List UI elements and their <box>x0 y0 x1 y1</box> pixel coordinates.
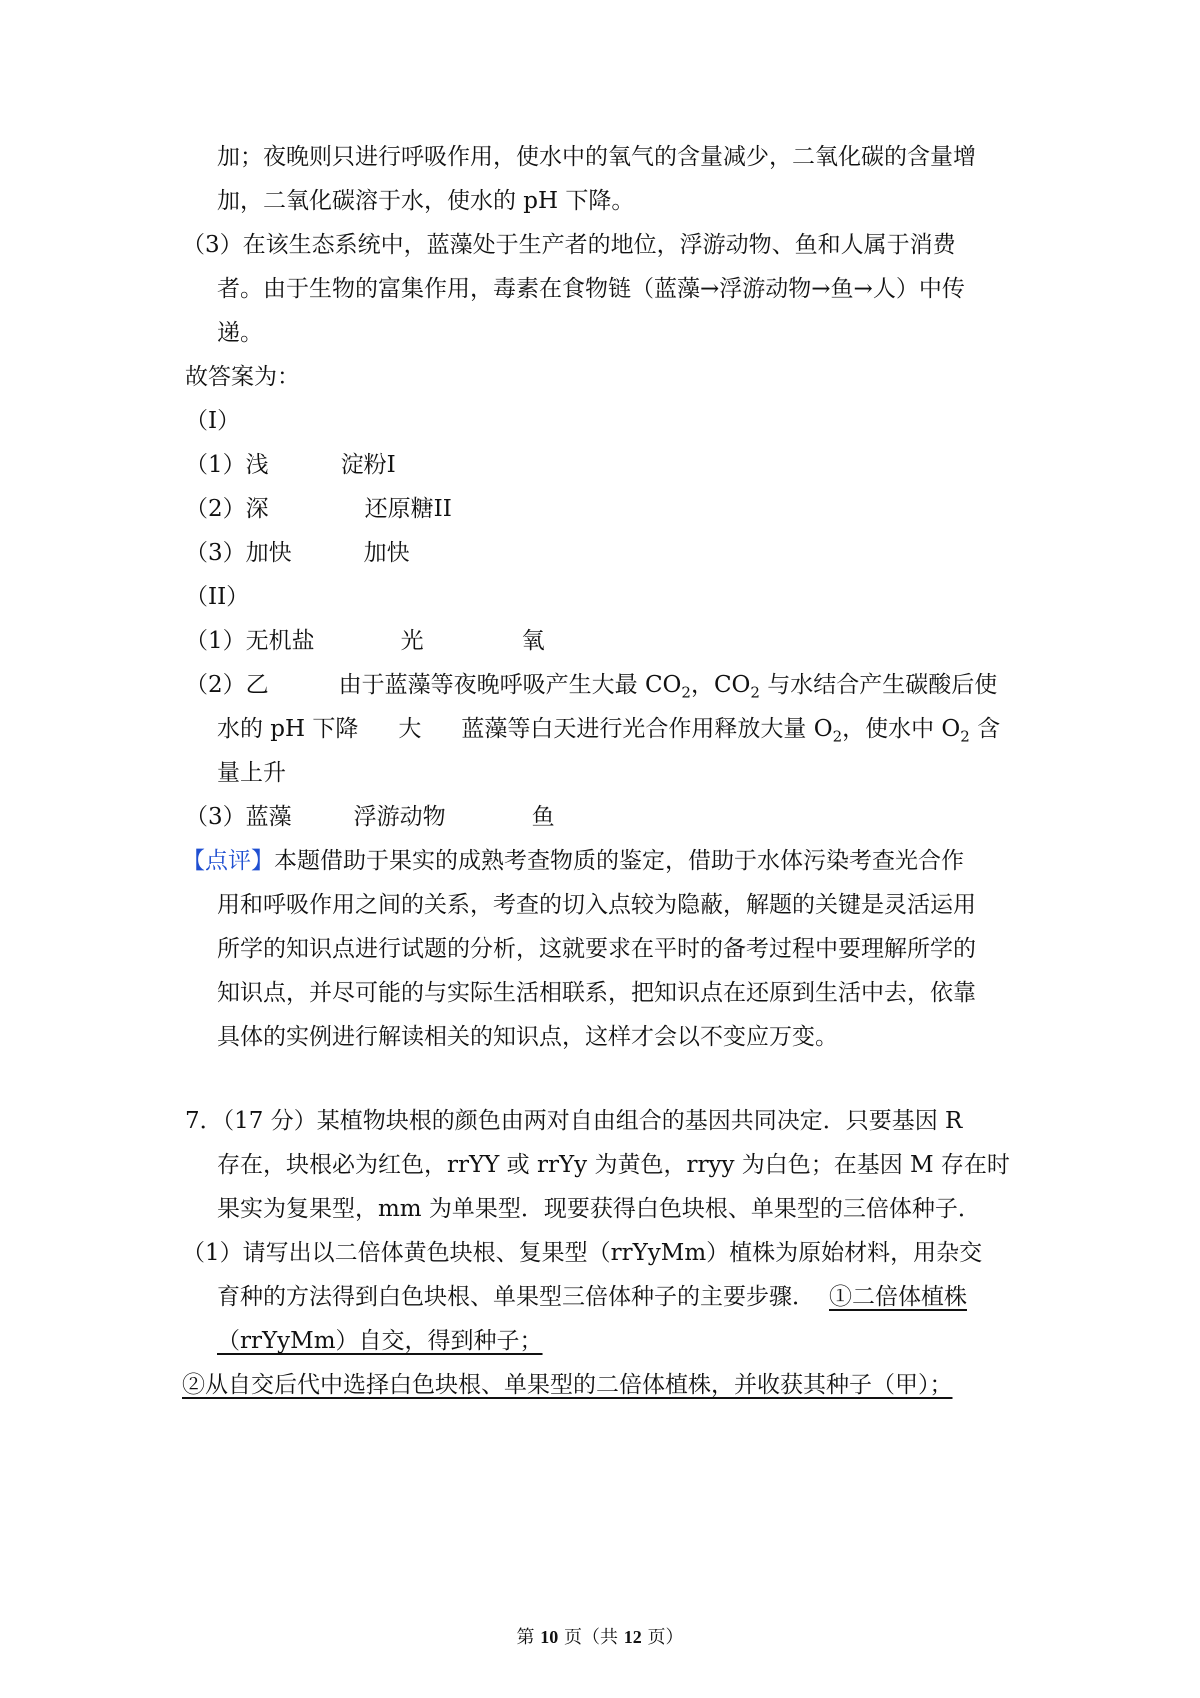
question-text: 育种的方法得到白色块根、单果型三倍体种子的主要步骤． <box>217 1284 815 1310</box>
answer-text: ，CO <box>690 672 751 698</box>
text-line: 加，二氧化碳溶于水，使水的 pH 下降。 <box>217 188 635 214</box>
answer-part-label: （I） <box>185 408 241 434</box>
subscript: 2 <box>832 727 843 746</box>
answer-text: 蓝藻等白天进行光合作用释放大量 O <box>461 716 833 742</box>
comment-paragraph <box>182 846 964 876</box>
answer-cell: （3）加快 <box>185 540 292 566</box>
comment-line: 用和呼吸作用之间的关系，考查的切入点较为隐蔽，解题的关键是灵活运用 <box>217 892 976 918</box>
answer-cell: 鱼 <box>531 804 555 830</box>
answer-row <box>185 450 396 480</box>
answer-cell: 还原糖II <box>364 496 452 522</box>
question-line: 果实为复果型，mm 为单果型．现要获得白色块根、单果型的三倍体种子． <box>217 1196 981 1222</box>
answer-text: 由于蓝藻等夜晚呼吸产生大最 CO <box>338 672 682 698</box>
subscript: 2 <box>960 727 970 746</box>
text-line: 加；夜晚则只进行呼吸作用，使水中的氧气的含量减少，二氧化碳的含量增 <box>217 144 976 170</box>
answer-cell: 加快 <box>363 540 410 566</box>
page-number: 10 <box>540 1627 559 1647</box>
answer-underlined: ②从自交后代中选择白色块根、单果型的二倍体植株，并收获其种子（甲）； <box>182 1372 953 1398</box>
comment-text: 本题借助于果实的成熟考查物质的鉴定，借助于水体污染考查光合作 <box>274 848 964 874</box>
answer-cell: 光 <box>400 628 424 654</box>
question-line: （1）请写出以二倍体黄色块根、复果型（rrYyMm）植株为原始材料，用杂交 <box>182 1240 983 1266</box>
answer-row <box>185 802 555 832</box>
comment-line: 知识点，并尽可能的与实际生活相联系，把知识点在还原到生活中去，依靠 <box>217 980 976 1006</box>
text-line: （3）在该生态系统中，蓝藻处于生产者的地位，浮游动物、鱼和人属于消费 <box>182 232 956 258</box>
question-line <box>217 1282 967 1312</box>
answer-row <box>185 670 997 700</box>
answer-underlined: ①二倍体植株 <box>829 1284 967 1310</box>
subscript: 2 <box>750 683 760 702</box>
answer-cell: （1）浅 <box>185 452 269 478</box>
footer-text: 页） <box>641 1627 684 1648</box>
answer-text: 水的 pH 下降 <box>217 716 359 742</box>
answer-cell: （3）蓝藻 <box>185 804 292 830</box>
answer-text: ，使水中 O <box>842 716 961 742</box>
question-line: 存在，块根必为红色，rrYY 或 rrYy 为黄色，rryy 为白色；在基因 M 存在时 <box>217 1152 1010 1178</box>
footer-text: 页（共 <box>558 1627 624 1648</box>
answer-row <box>217 714 1000 744</box>
answer-cell: （1）无机盐 <box>185 628 315 654</box>
page-footer <box>0 1625 1200 1650</box>
answer-cell: 氧 <box>521 628 545 654</box>
question-line: 7．（17 分）某植物块根的颜色由两对自由组合的基因共同决定．只要基因 R <box>185 1108 963 1134</box>
comment-tag: 【点评】 <box>182 848 274 874</box>
answer-row <box>185 538 410 568</box>
answer-heading: 故答案为： <box>185 364 300 390</box>
text-line: 者。由于生物的富集作用，毒素在食物链（蓝藻→浮游动物→鱼→人）中传 <box>217 276 965 302</box>
page-total: 12 <box>623 1627 642 1647</box>
answer-part-label: （II） <box>185 584 250 610</box>
answer-text: 与水结合产生碳酸后使 <box>759 672 998 698</box>
answer-cell: 浮游动物 <box>353 804 446 830</box>
answer-underlined: （rrYyMm）自交，得到种子； <box>217 1328 543 1354</box>
answer-cell: （2）乙 <box>185 672 269 698</box>
answer-row <box>185 626 545 656</box>
subscript: 2 <box>681 683 691 702</box>
answer-row: 量上升 <box>217 760 286 786</box>
footer-text: 第 <box>516 1627 541 1648</box>
answer-cell: 淀粉I <box>340 452 396 478</box>
comment-line: 具体的实例进行解读相关的知识点，这样才会以不变应万变。 <box>217 1024 838 1050</box>
comment-line: 所学的知识点进行试题的分析，这就要求在平时的备考过程中要理解所学的 <box>217 936 976 962</box>
answer-cell: （2）深 <box>185 496 269 522</box>
answer-text: 含 <box>969 716 1001 742</box>
answer-row <box>185 494 452 524</box>
answer-cell: 大 <box>398 716 422 742</box>
text-line: 递。 <box>217 320 263 346</box>
